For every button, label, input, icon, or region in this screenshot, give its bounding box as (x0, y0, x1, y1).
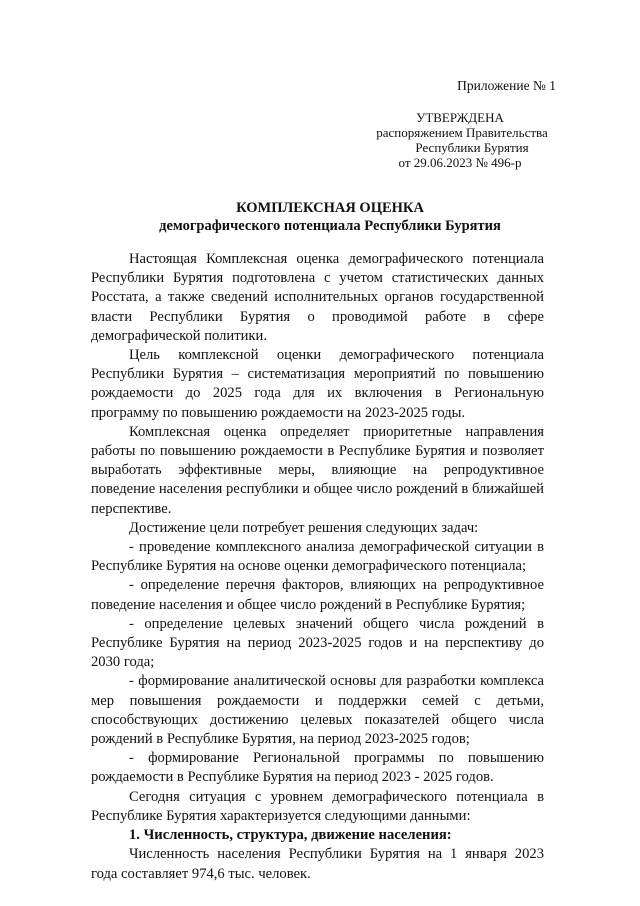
list-item: - определение перечня факторов, влияющих на репродуктивное поведение населения и общее число рождений в Республике Бурятия; (91, 577, 544, 613)
paragraph: Сегодня ситуация с уровнем демографического потенциала в Республике Бурятия характеризуется следующими данными: (91, 788, 544, 824)
appendix-number: Приложение № 1 (457, 78, 556, 93)
document-title (80, 199, 580, 235)
approved-date-line: от 29.06.2023 № 496-р (398, 155, 522, 170)
paragraph: Настоящая Комплексная оценка демографического потенциала Республики Бурятия подготовлена с учетом статистических данных Росстата, а также сведений исполнительных органов государственной власти Республики Бурятия о проводимой работе в сфере демографической политики. (91, 251, 544, 344)
section-heading: 1. Численность, структура, движение населения: (129, 827, 452, 844)
title-line-1: КОМПЛЕКСНАЯ ОЦЕНКА (236, 200, 424, 216)
list-item: - формирование Региональной программы по повышению рождаемости в Республике Бурятия на период 2023 - 2025 годов. (91, 750, 544, 786)
approved-label: УТВЕРЖДЕНА (416, 110, 504, 125)
title-line-2: демографического потенциала Республики Бурятия (159, 218, 501, 234)
paragraph: Численность населения Республики Бурятия на 1 января 2023 года составляет 974,6 тыс. человек. (91, 846, 544, 882)
paragraph: Достижение цели потребует решения следующих задач: (129, 519, 479, 536)
approved-by-line: распоряжением Правительства (376, 125, 548, 140)
approved-republic-line: Республики Бурятия (415, 140, 529, 155)
paragraph: Цель комплексной оценки демографического потенциала Республики Бурятия – систематизация мероприятий по повышению рождаемости до 2025 года для их включения в Региональную программу по повышению рождаемости на 2023-2025 годы. (91, 347, 544, 421)
list-item: - формирование аналитической основы для разработки комплекса мер повышения рождаемости и поддержки семей с детьми, способствующих достижению целевых показателей общего числа рождений в Республике Бурятия, на период 2023-2025 годов; (91, 673, 544, 748)
list-item: - определение целевых значений общего числа рождений в Республике Бурятия на период 2023-2025 годов и на перспективу до 2030 года; (91, 615, 544, 671)
paragraph: Комплексная оценка определяет приоритетные направления работы по повышению рождаемости в Республике Бурятия и позволяет выработать эффективные меры, влияющие на репродуктивное поведение населения республики и общее число рождений в ближайшей перспективе. (91, 423, 544, 517)
list-item: - проведение комплексного анализа демографической ситуации в Республике Бурятия на основе оценки демографического потенциала; (91, 539, 544, 575)
approval-block (340, 78, 556, 170)
document-body (91, 250, 544, 884)
